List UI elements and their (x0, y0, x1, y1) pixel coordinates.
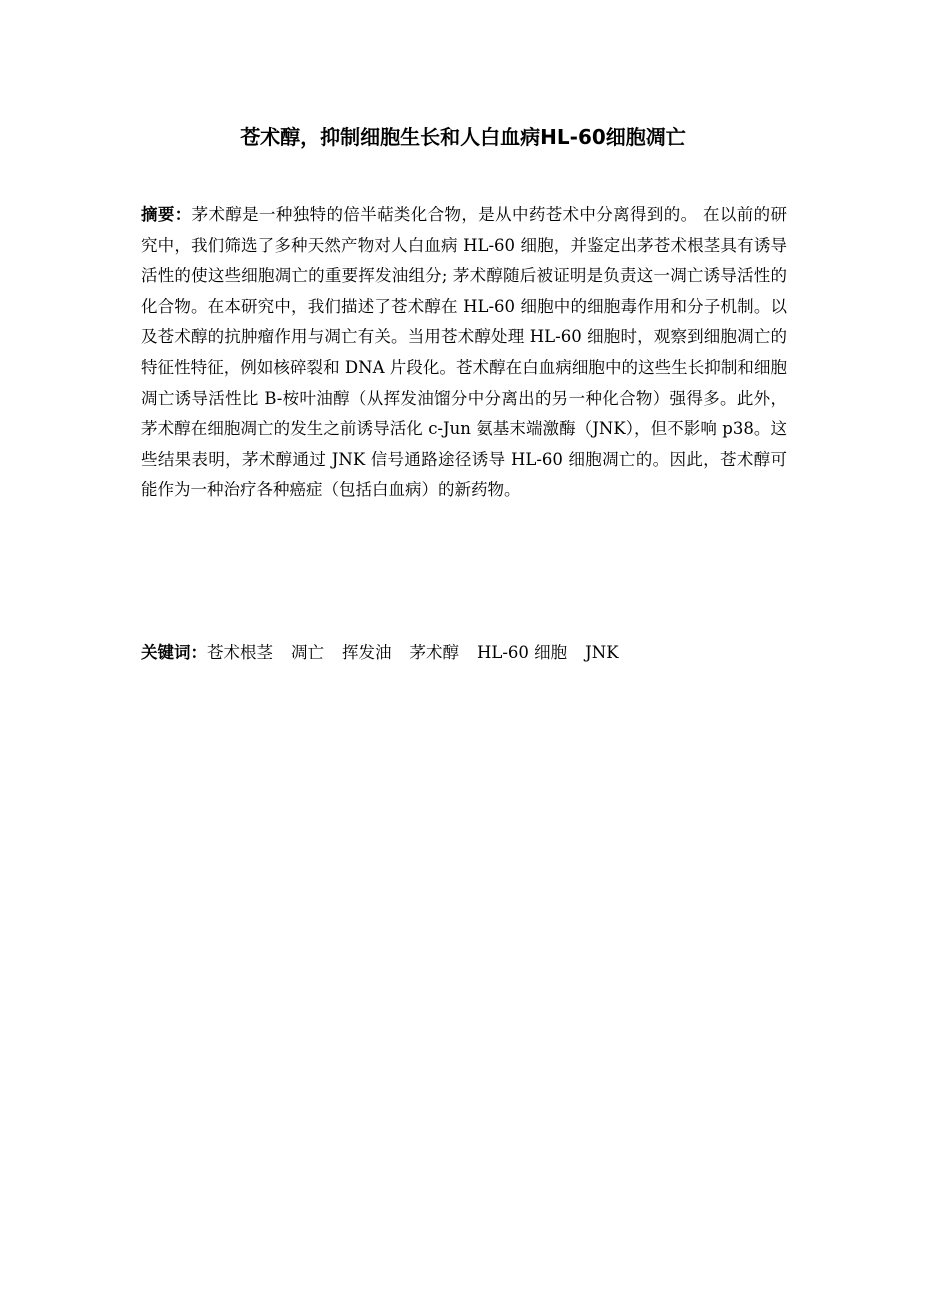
keyword-item: 苍术根茎 (207, 643, 273, 662)
keyword-item: 挥发油 (342, 643, 392, 662)
abstract-label: 摘要： (141, 205, 192, 224)
keyword-item: HL-60 细胞 (477, 643, 568, 662)
keyword-item: 茅术醇 (409, 643, 459, 662)
keyword-item: 凋亡 (291, 643, 324, 662)
abstract-text: 茅术醇是一种独特的倍半萜类化合物，是从中药苍术中分离得到的。 在以前的研究中，我们筛选了多种天然产物对人白血病 HL-60 细胞，并鉴定出茅苍术根茎具有诱导活性的使这些细胞凋亡的重要挥发油组分; 茅术醇随后被证明是负责这一凋亡诱导活性的化合物。在本研究中，我们描述了苍术醇在 HL-60 细胞中的细胞毒作用和分子机制。以及苍术醇的抗肿瘤作用与凋亡有关。当用苍术醇处理 HL-60 细胞时，观察到细胞凋亡的特征性特征，例如核碎裂和 DNA 片段化。苍术醇在白血病细胞中的这些生长抑制和细胞凋亡诱导活性比 B-桉叶油醇（从挥发油馏分中分离出的另一种化合物）强得多。此外，茅术醇在细胞凋亡的发生之前诱导活化 c-Jun 氨基末端激酶（JNK），但不影响 p38。这些结果表明，茅术醇通过 JNK 信号通路途径诱导 HL-60 细胞凋亡的。因此，苍术醇可能作为一种治疗各种癌症（包括白血病）的新药物。 (141, 205, 788, 500)
document-title: 苍术醇，抑制细胞生长和人白血病HL-60细胞凋亡 (240, 125, 686, 149)
keywords-line (141, 638, 787, 668)
keywords-label: 关键词： (141, 643, 207, 662)
abstract-paragraph (141, 200, 787, 506)
keyword-item: JNK (585, 643, 619, 662)
